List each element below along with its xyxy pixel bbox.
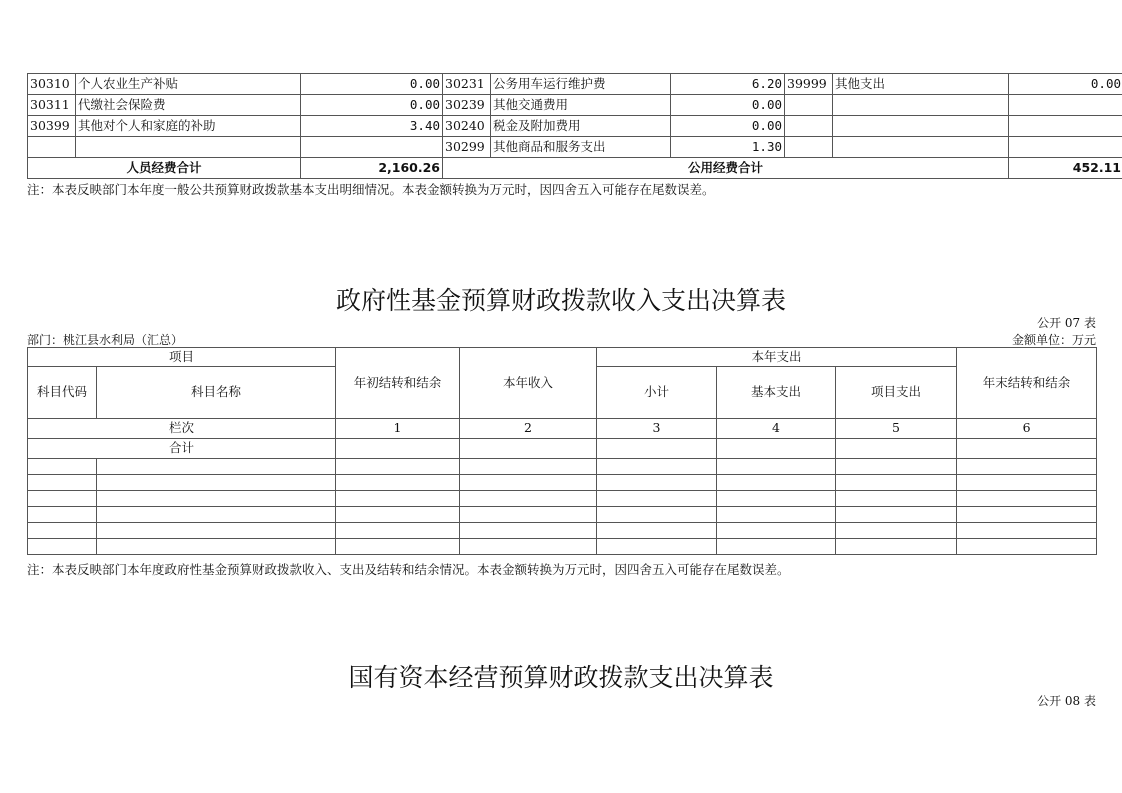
name-cell xyxy=(76,137,301,158)
code-cell: 30299 xyxy=(443,137,491,158)
header-project: 项目支出 xyxy=(836,367,957,419)
code-cell: 30231 xyxy=(443,74,491,95)
name-cell: 其他商品和服务支出 xyxy=(491,137,671,158)
header-subject-name: 科目名称 xyxy=(97,367,336,419)
total-row xyxy=(28,158,1122,179)
name-cell: 公务用车运行维护费 xyxy=(491,74,671,95)
table07-code: 公开 07 表 xyxy=(1037,316,1096,330)
amount-cell xyxy=(1009,95,1122,116)
header-begin-balance: 年初结转和结余 xyxy=(336,348,460,419)
column-number: 4 xyxy=(717,419,836,439)
code-cell: 30240 xyxy=(443,116,491,137)
name-cell: 其他交通费用 xyxy=(491,95,671,116)
total-row xyxy=(28,439,1097,459)
table-row xyxy=(28,475,1097,491)
amount-cell: 0.00 xyxy=(671,116,785,137)
name-cell: 税金及附加费用 xyxy=(491,116,671,137)
amount-cell xyxy=(1009,116,1122,137)
total-label: 合计 xyxy=(28,439,336,459)
column-number-row xyxy=(28,419,1097,439)
table-row xyxy=(28,137,1122,158)
total-public-value: 452.11 xyxy=(1009,158,1122,179)
column-label: 栏次 xyxy=(28,419,336,439)
code-cell xyxy=(785,95,833,116)
header-row xyxy=(28,348,1097,367)
code-cell xyxy=(28,137,76,158)
table-row xyxy=(28,539,1097,555)
table08-title: 国有资本经营预算财政拨款支出决算表 xyxy=(348,663,774,692)
column-number: 3 xyxy=(597,419,717,439)
table-row xyxy=(28,507,1097,523)
total-personnel-label: 人员经费合计 xyxy=(28,158,301,179)
code-cell: 30310 xyxy=(28,74,76,95)
header-subtotal: 小计 xyxy=(597,367,717,419)
column-number: 1 xyxy=(336,419,460,439)
amount-cell: 0.00 xyxy=(1009,74,1122,95)
header-end-balance: 年末结转和结余 xyxy=(957,348,1097,419)
amount-cell xyxy=(301,137,443,158)
table07-title: 政府性基金预算财政拨款收入支出决算表 xyxy=(335,286,786,315)
header-subject-code: 科目代码 xyxy=(28,367,97,419)
code-cell: 30239 xyxy=(443,95,491,116)
department-label: 部门：桃江县水利局（汇总） xyxy=(27,333,184,347)
code-cell xyxy=(785,137,833,158)
table-row xyxy=(28,491,1097,507)
table-row xyxy=(28,459,1097,475)
column-number: 2 xyxy=(460,419,597,439)
name-cell xyxy=(833,95,1009,116)
name-cell: 其他支出 xyxy=(833,74,1009,95)
amount-cell xyxy=(1009,137,1122,158)
code-cell xyxy=(785,116,833,137)
amount-cell: 1.30 xyxy=(671,137,785,158)
header-item: 项目 xyxy=(28,348,336,367)
code-cell: 30311 xyxy=(28,95,76,116)
column-number: 6 xyxy=(957,419,1097,439)
amount-cell: 0.00 xyxy=(671,95,785,116)
note-gov-fund: 注：本表反映部门本年度政府性基金预算财政拨款收入、支出及结转和结余情况。本表金额转换为万元时，因四舍五入可能存在尾数误差。 xyxy=(27,562,790,577)
amount-cell: 0.00 xyxy=(301,74,443,95)
unit-label: 金额单位：万元 xyxy=(1011,333,1096,347)
amount-cell: 3.40 xyxy=(301,116,443,137)
header-expense: 本年支出 xyxy=(597,348,957,367)
amount-cell: 0.00 xyxy=(301,95,443,116)
note-basic-expense: 注：本表反映部门本年度一般公共预算财政拨款基本支出明细情况。本表金额转换为万元时，因四舍五入可能存在尾数误差。 xyxy=(27,182,715,197)
table-row xyxy=(28,523,1097,539)
name-cell: 代缴社会保险费 xyxy=(76,95,301,116)
table-row xyxy=(28,95,1122,116)
amount-cell: 6.20 xyxy=(671,74,785,95)
column-number: 5 xyxy=(836,419,957,439)
name-cell: 个人农业生产补贴 xyxy=(76,74,301,95)
gov-fund-table xyxy=(27,347,1097,555)
header-basic: 基本支出 xyxy=(717,367,836,419)
code-cell: 30399 xyxy=(28,116,76,137)
name-cell xyxy=(833,137,1009,158)
basic-expense-detail-table xyxy=(27,73,1122,179)
table-row xyxy=(28,116,1122,137)
total-public-label: 公用经费合计 xyxy=(443,158,1009,179)
header-income: 本年收入 xyxy=(460,348,597,419)
name-cell xyxy=(833,116,1009,137)
code-cell: 39999 xyxy=(785,74,833,95)
table08-code: 公开 08 表 xyxy=(1037,694,1096,708)
total-personnel-value: 2,160.26 xyxy=(301,158,443,179)
table-row xyxy=(28,74,1122,95)
name-cell: 其他对个人和家庭的补助 xyxy=(76,116,301,137)
